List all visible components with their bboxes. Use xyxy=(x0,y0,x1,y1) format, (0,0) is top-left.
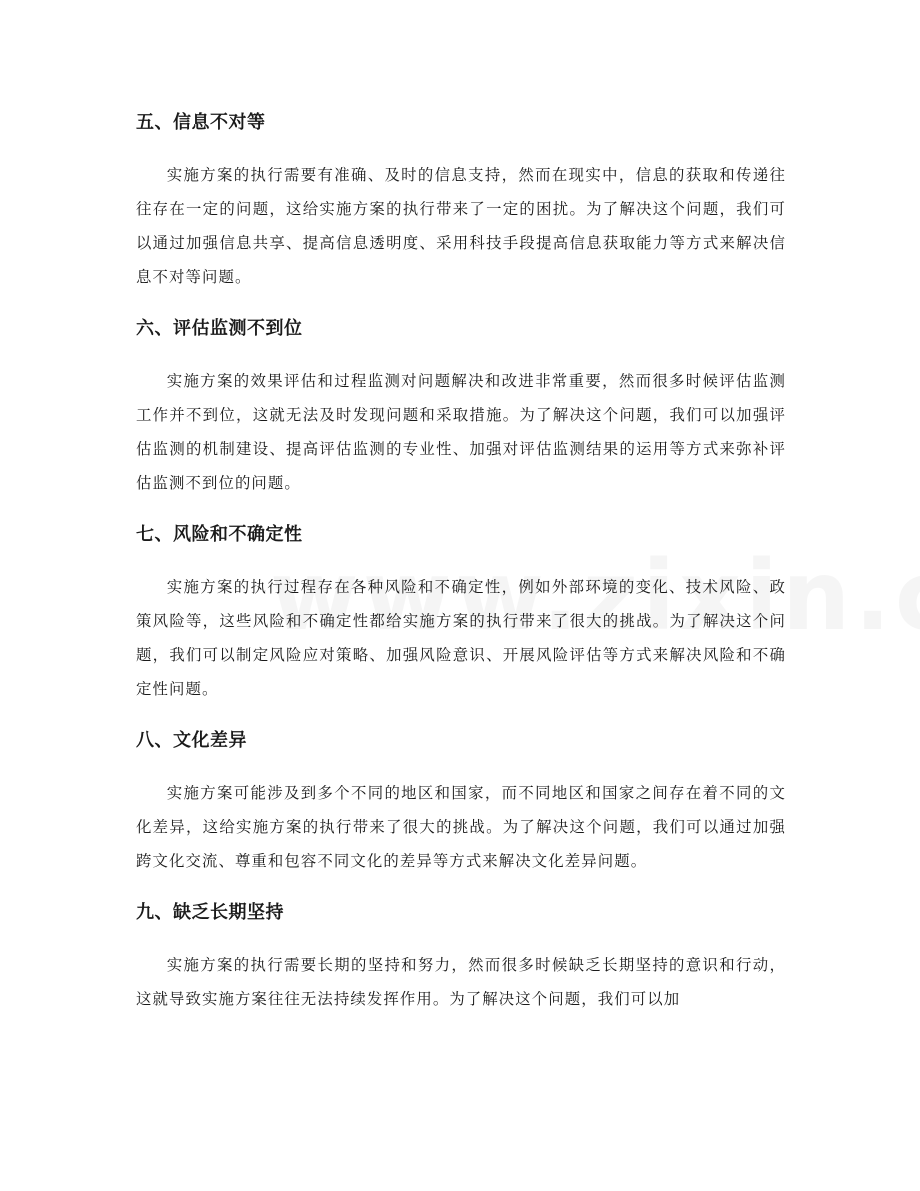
section-heading: 八、文化差异 xyxy=(136,730,247,751)
section-heading: 五、信息不对等 xyxy=(136,112,266,133)
section-8 xyxy=(136,726,786,878)
section-paragraph: 实施方案可能涉及到多个不同的地区和国家，而不同地区和国家之间存在着不同的文化差异，这给实施方案的执行带来了很大的挑战。为了解决这个问题，我们可以通过加强跨文化交流、尊重和包容不同文化的差异等方式来解决文化差异问题。 xyxy=(136,784,786,870)
section-7 xyxy=(136,520,786,706)
section-paragraph: 实施方案的执行需要长期的坚持和努力，然而很多时候缺乏长期坚持的意识和行动，这就导致实施方案往往无法持续发挥作用。为了解决这个问题，我们可以加 xyxy=(136,956,786,1008)
document-content xyxy=(136,108,786,1036)
section-paragraph: 实施方案的效果评估和过程监测对问题解决和改进非常重要，然而很多时候评估监测工作并不到位，这就无法及时发现问题和采取措施。为了解决这个问题，我们可以加强评估监测的机制建设、提高评估监测的专业性、加强对评估监测结果的运用等方式来弥补评估监测不到位的问题。 xyxy=(136,372,786,492)
section-paragraph: 实施方案的执行过程存在各种风险和不确定性，例如外部环境的变化、技术风险、政策风险等，这些风险和不确定性都给实施方案的执行带来了很大的挑战。为了解决这个问题，我们可以制定风险应对策略、加强风险意识、开展风险评估等方式来解决风险和不确定性问题。 xyxy=(136,578,786,698)
section-5 xyxy=(136,108,786,294)
section-heading: 六、评估监测不到位 xyxy=(136,318,303,339)
section-6 xyxy=(136,314,786,500)
section-heading: 九、缺乏长期坚持 xyxy=(136,902,284,923)
section-heading: 七、风险和不确定性 xyxy=(136,524,303,545)
section-9 xyxy=(136,898,786,1016)
section-paragraph: 实施方案的执行需要有准确、及时的信息支持，然而在现实中，信息的获取和传递往往存在一定的问题，这给实施方案的执行带来了一定的困扰。为了解决这个问题，我们可以通过加强信息共享、提高信息透明度、采用科技手段提高信息获取能力等方式来解决信息不对等问题。 xyxy=(136,166,786,286)
